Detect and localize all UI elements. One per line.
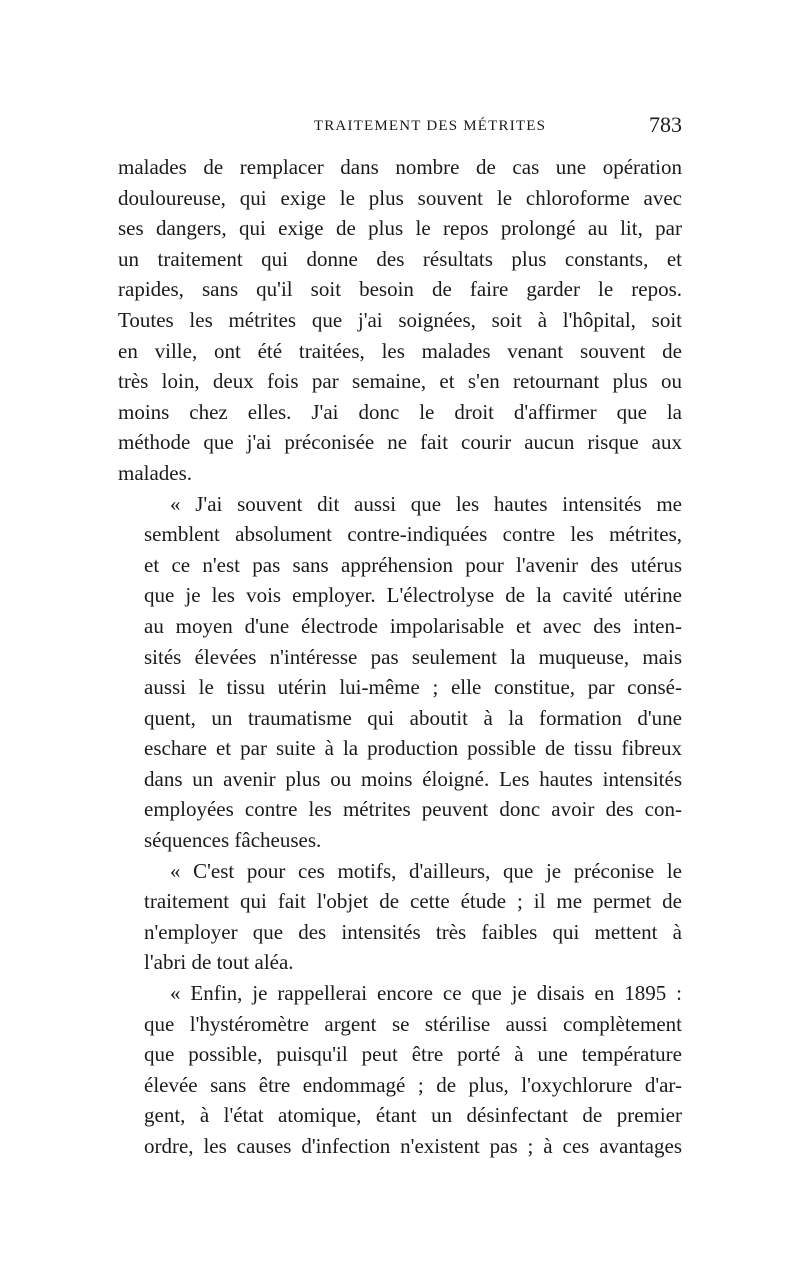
body-text <box>118 152 682 1162</box>
text-line: n'employer que des intensités très faibles qui mettent à <box>144 919 682 944</box>
page-number: 783 <box>649 112 682 137</box>
text-line: ordre, les causes d'infection n'existent pas ; à ces avantages <box>144 1134 682 1158</box>
text-line: en ville, ont été traitées, les malades venant souvent de <box>118 338 682 363</box>
running-title: TRAITEMENT DES MÉTRITES <box>313 118 547 134</box>
paragraph <box>118 978 682 1162</box>
text-line: malades de remplacer dans nombre de cas une opération <box>118 155 682 179</box>
text-line: semblent absolument contre-indiquées contre les métrites, <box>144 522 682 547</box>
text-line: séquences fâcheuses. <box>144 828 322 853</box>
text-line: au moyen d'une électrode impolarisable et avec des inten- <box>144 613 682 638</box>
text-line: méthode que j'ai préconisée ne fait courir aucun risque aux <box>118 430 682 455</box>
text-line: Toutes les métrites que j'ai soignées, soit à l'hôpital, soit <box>118 307 682 332</box>
text-line: rapides, sans qu'il soit besoin de faire garder le repos. <box>118 277 682 302</box>
text-line: « C'est pour ces motifs, d'ailleurs, que je préconise le <box>170 858 682 883</box>
running-head <box>118 110 682 146</box>
text-line: ses dangers, qui exige de plus le repos prolongé au lit, par <box>118 216 682 241</box>
text-line: traitement qui fait l'objet de cette étude ; il me permet de <box>144 889 682 914</box>
text-line: l'abri de tout aléa. <box>144 950 294 975</box>
paragraph <box>118 856 682 978</box>
text-line: que possible, puisqu'il peut être porté à une température <box>144 1042 682 1067</box>
text-line: dans un avenir plus ou moins éloigné. Les hautes intensités <box>144 766 682 791</box>
text-line: très loin, deux fois par semaine, et s'en retournant plus ou <box>118 369 682 394</box>
text-line: « J'ai souvent dit aussi que les hautes intensités me <box>170 491 682 516</box>
text-line: malades. <box>118 460 193 485</box>
text-line: et ce n'est pas sans appréhension pour l'avenir des utérus <box>144 552 682 577</box>
text-line: que l'hystéromètre argent se stérilise aussi complètement <box>144 1011 682 1036</box>
paragraph <box>118 489 682 856</box>
text-line: douloureuse, qui exige le plus souvent le chloroforme avec <box>118 185 682 210</box>
text-line: « Enfin, je rappellerai encore ce que je disais en 1895 : <box>170 981 682 1006</box>
text-line: moins chez elles. J'ai donc le droit d'affirmer que la <box>118 399 682 424</box>
text-line: sités élevées n'intéresse pas seulement la muqueuse, mais <box>144 644 682 669</box>
text-line: gent, à l'état atomique, étant un désinfectant de premier <box>144 1103 682 1128</box>
text-line: que je les vois employer. L'électrolyse de la cavité utérine <box>144 583 682 608</box>
text-line: aussi le tissu utérin lui-même ; elle constitue, par consé- <box>144 675 682 700</box>
text-line: un traitement qui donne des résultats plus constants, et <box>118 246 682 271</box>
text-line: eschare et par suite à la production possible de tissu fibreux <box>144 736 682 761</box>
book-page <box>118 110 682 1162</box>
text-line: employées contre les métrites peuvent donc avoir des con- <box>144 797 682 822</box>
paragraph <box>118 152 682 489</box>
text-line: quent, un traumatisme qui aboutit à la formation d'une <box>144 705 682 730</box>
text-line: élevée sans être endommagé ; de plus, l'oxychlorure d'ar- <box>144 1072 682 1097</box>
